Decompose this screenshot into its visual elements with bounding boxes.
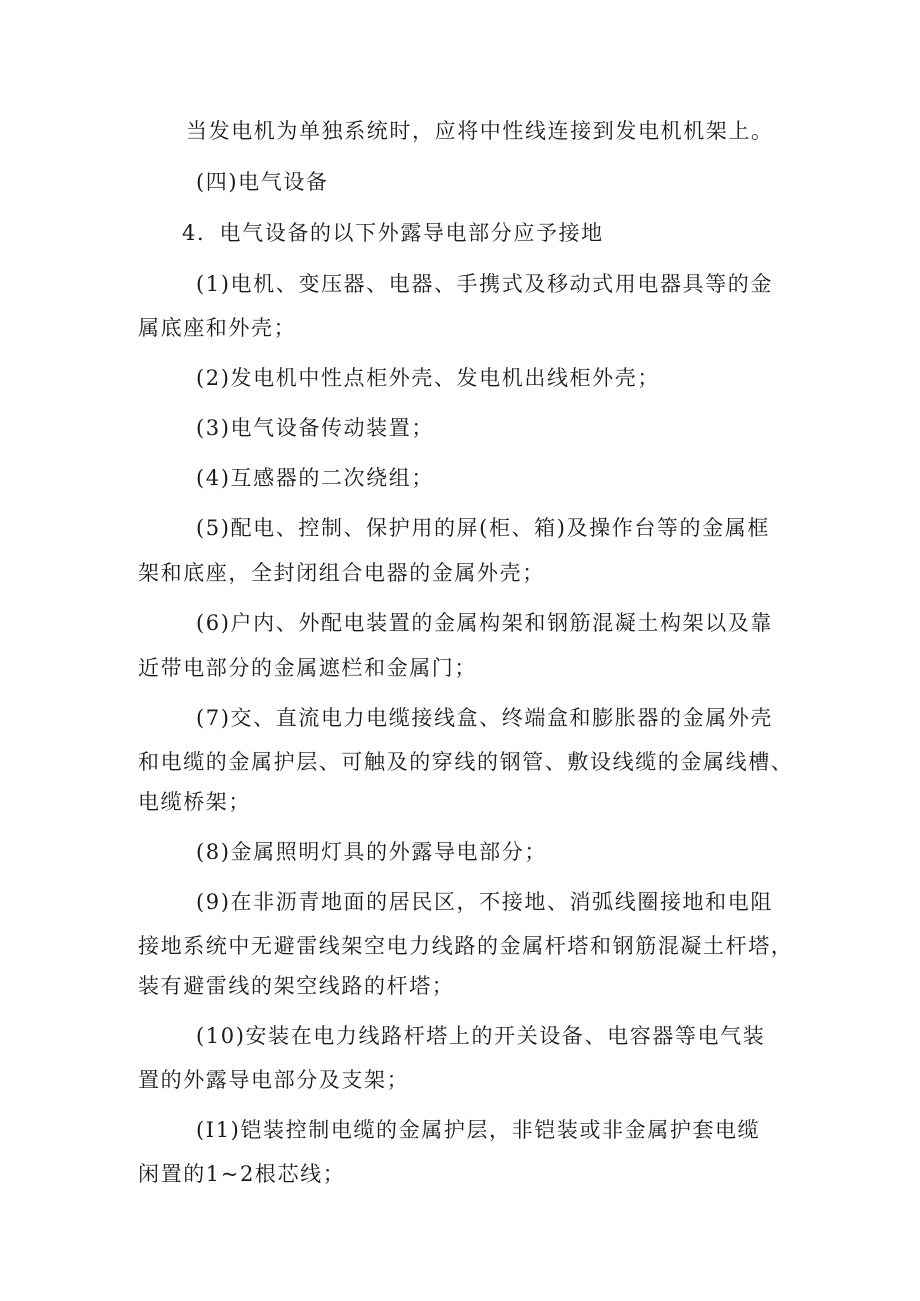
item-11-line-2: 闲置的1~2根芯线； [138,1162,346,1186]
section-heading-electrical-equipment: (四)电气设备 [196,170,329,194]
item-4: (4)互感器的二次绕组； [196,466,434,490]
item-1-line-2: 属底座和外壳； [138,316,297,340]
item-7-line-3: 电缆桥架； [138,790,251,814]
item-9-line-1: (9)在非沥青地面的居民区，不接地、消弧线圈接地和电阻 [196,890,773,914]
paragraph-generator-neutral: 当发电机为单独系统时，应将中性线连接到发电机机架上。 [186,119,774,143]
item-2: (2)发电机中性点柜外壳、发电机出线柜外壳； [196,366,660,390]
item-10-line-1: (10)安装在电力线路杆塔上的开关设备、电容器等电气装 [196,1024,766,1048]
item-5-line-2: 架和底座，全封闭组合电器的金属外壳； [138,561,545,585]
item-8: (8)金属照明灯具的外露导电部分； [196,840,547,864]
item-9-line-3: 装有避雷线的架空线路的杆塔； [138,974,455,998]
item-11-line-1: (I1)铠装控制电缆的金属护层，非铠装或非金属护套电缆 [196,1118,761,1142]
item-5-line-1: (5)配电、控制、保护用的屏(柜、箱)及操作台等的金属框 [196,516,770,540]
item-1-line-1: (1)电机、变压器、电器、手携式及移动式用电器具等的金 [196,272,773,296]
item-3: (3)电气设备传动装置； [196,416,434,440]
item-9-line-2: 接地系统中无避雷线架空电力线路的金属杆塔和钢筋混凝土杆塔， [138,934,794,958]
item-7-line-2: 和电缆的金属护层、可触及的穿线的钢管、敷设线缆的金属线槽、 [138,750,794,774]
item-6-line-2: 近带电部分的金属遮栏和金属门； [138,656,477,680]
item-7-line-1: (7)交、直流电力电缆接线盒、终端盒和膨胀器的金属外壳 [196,706,773,730]
clause-4-heading: 4．电气设备的以下外露导电部分应予接地 [182,221,604,245]
item-10-line-2: 置的外露导电部分及支架； [138,1068,410,1092]
item-6-line-1: (6)户内、外配电装置的金属构架和钢筋混凝土构架以及靠 [196,611,773,635]
